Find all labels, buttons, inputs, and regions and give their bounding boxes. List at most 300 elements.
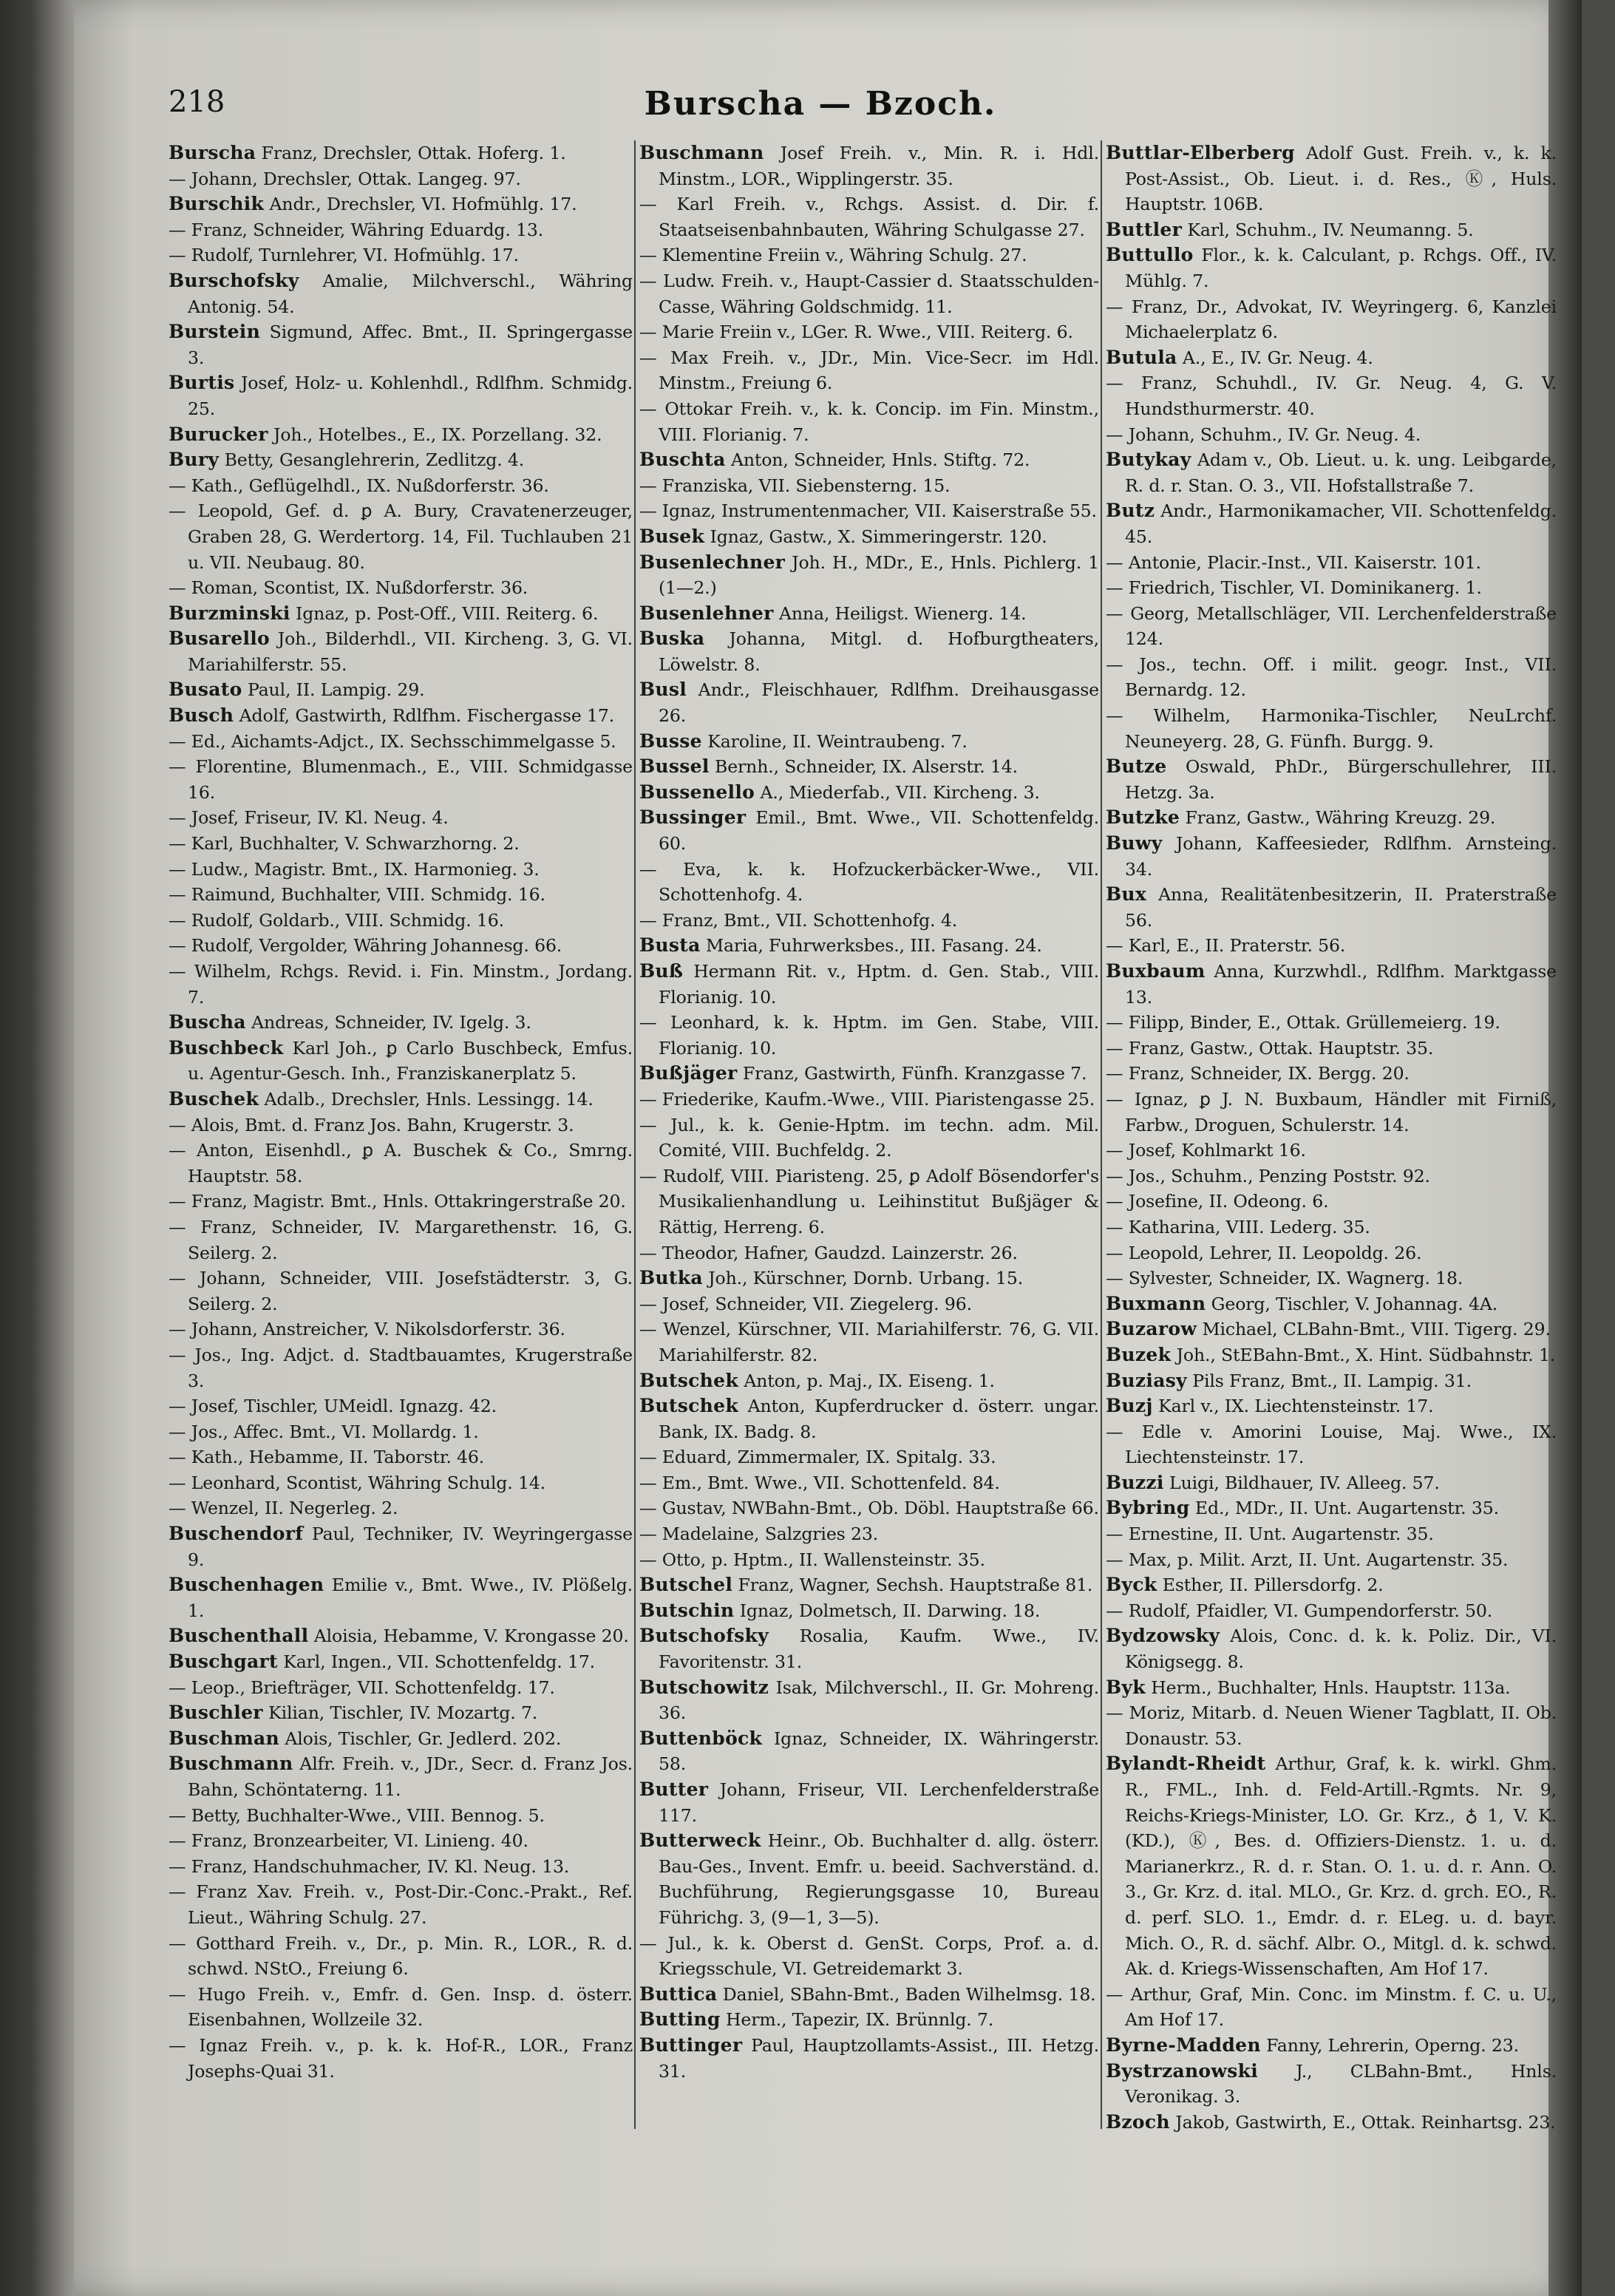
entry-details: Adalb., Drechsler, Hnls. Lessingg. 14. — [259, 1088, 594, 1110]
entry-surname: Buska — [639, 628, 705, 650]
entry-details: Anton, Schneider, Hnls. Stiftg. 72. — [725, 449, 1030, 471]
directory-entry — [1106, 1317, 1557, 1342]
entry-surname: Bussenello — [639, 781, 755, 803]
entry-details: — Madelaine, Salzgries 23. — [639, 1524, 879, 1545]
entry-details: Herm., Buchhalter, Hnls. Hauptstr. 113a. — [1145, 1677, 1511, 1698]
directory-entry — [169, 882, 633, 908]
directory-entry — [639, 1982, 1099, 2008]
directory-entry — [639, 1572, 1099, 1598]
entry-details: — Alois, Bmt. d. Franz Jos. Bahn, Krugerstr. 3. — [169, 1114, 574, 1135]
directory-entry — [1106, 831, 1557, 882]
directory-entry — [169, 703, 633, 729]
directory-entry — [169, 191, 633, 217]
directory-entry — [169, 1342, 633, 1393]
directory-entry — [639, 959, 1099, 1010]
entry-details: Betty, Gesanglehrerin, Zedlitzg. 4. — [219, 449, 525, 471]
directory-entry — [639, 1266, 1099, 1291]
directory-entry — [1106, 2059, 1557, 2110]
directory-entry — [169, 370, 633, 421]
directory-entry — [1106, 1189, 1557, 1215]
entry-details: — Ignaz, Instrumentenmacher, VII. Kaiserstraße 55. — [639, 500, 1097, 522]
entry-surname: Bystrzanowski — [1106, 2059, 1259, 2082]
directory-entry — [639, 242, 1099, 268]
entry-surname: Bußjäger — [639, 1062, 738, 1084]
entry-details: — Klementine Freiin v., Währing Schulg. 27. — [639, 245, 1027, 266]
entry-surname: Butterweck — [639, 1830, 761, 1852]
entry-details: Alois, Conc. d. k. k. Poliz. Dir., VI. Königsegg. 8. — [1125, 1626, 1557, 1673]
entry-details: — Eva, k. k. Hofzuckerbäcker-Wwe., VII. Schottenhofg. 4. — [639, 858, 1099, 906]
entry-details: — Eduard, Zimmermaler, IX. Spitalg. 33. — [639, 1447, 996, 1468]
directory-entry — [169, 1828, 633, 1854]
directory-entry — [169, 1266, 633, 1317]
entry-surname: Burtis — [169, 372, 235, 394]
entry-details: — Leopold, Gef. d. ꝑ A. Bury, Cravatenerzeuger, Graben 28, G. Werdertorg. 14, Fil. Tuchlauben 21 u. VII. Neubaug. 80. — [169, 500, 633, 573]
entry-details: Isak, Milchverschl., II. Gr. Mohreng. 36. — [659, 1677, 1099, 1724]
directory-entry — [169, 1189, 633, 1215]
entry-details: Daniel, SBahn-Bmt., Baden Wilhelmsg. 18. — [717, 1983, 1096, 2005]
entry-surname: Butter — [639, 1779, 709, 1800]
entry-surname: Burucker — [169, 423, 268, 445]
entry-details: Franz, Drechsler, Ottak. Hoferg. 1. — [256, 143, 566, 163]
directory-entry — [1106, 294, 1557, 345]
column-1 — [169, 140, 633, 2136]
directory-entry — [169, 1726, 633, 1752]
entry-details: — Karl, E., II. Praterstr. 56. — [1106, 935, 1346, 957]
entry-details: — Karl Freih. v., Rchgs. Assist. d. Dir. f. Staatseisenbahnbauten, Währing Schulgasse 27. — [639, 194, 1099, 240]
entry-details: A., Miederfab., VII. Kircheng. 3. — [755, 781, 1040, 803]
directory-entry — [639, 345, 1099, 396]
entry-details: Franz, Wagner, Sechsh. Hauptstraße 81. — [732, 1575, 1093, 1596]
directory-entry — [639, 805, 1099, 856]
entry-surname: Butka — [639, 1267, 703, 1289]
directory-entry — [169, 1317, 633, 1342]
directory-entry — [1106, 1598, 1557, 1624]
directory-entry — [1106, 1010, 1557, 1036]
directory-entry — [169, 1572, 633, 1623]
directory-entry — [169, 1495, 633, 1521]
entry-surname: Busenlechner — [639, 551, 786, 573]
entry-details: — Max, p. Milit. Arzt, II. Unt. Augartenstr. 35. — [1106, 1549, 1509, 1570]
entry-surname: Buschendorf — [169, 1523, 304, 1545]
directory-entry — [169, 729, 633, 755]
entry-details: Johann, Kaffeesieder, Rdlfhm. Arnsteing. 34. — [1125, 833, 1557, 880]
entry-details: — Betty, Buchhalter-Wwe., VIII. Bennog. 5. — [169, 1804, 545, 1826]
directory-entry — [639, 601, 1099, 627]
directory-entry — [639, 524, 1099, 550]
directory-entry — [169, 1854, 633, 1880]
entry-surname: Buttullo — [1106, 244, 1194, 266]
directory-entry — [169, 166, 633, 192]
entry-details: — Roman, Scontist, IX. Nußdorferstr. 36. — [169, 577, 528, 599]
entry-details: — Josefine, II. Odeong. 6. — [1106, 1191, 1329, 1212]
directory-entry — [1106, 1291, 1557, 1317]
entry-surname: Busl — [639, 679, 687, 701]
directory-entry — [639, 1444, 1099, 1470]
entry-surname: Buschmann — [639, 142, 764, 163]
directory-entry — [169, 1931, 633, 1982]
directory-entry — [639, 780, 1099, 806]
directory-entry — [639, 396, 1099, 447]
entry-surname: Bydzowsky — [1106, 1625, 1220, 1647]
entry-surname: Busch — [169, 704, 234, 727]
directory-entry — [169, 805, 633, 831]
entry-surname: Busarello — [169, 628, 271, 650]
entry-surname: Buzj — [1106, 1395, 1153, 1417]
directory-entry — [639, 1598, 1099, 1624]
directory-entry — [639, 140, 1099, 191]
entry-details: Herm., Tapezir, IX. Brünnlg. 7. — [720, 2009, 994, 2031]
entry-details: — Max Freih. v., JDr., Min. Vice-Secr. im Hdl. Minstm., Freiung 6. — [639, 347, 1099, 394]
entry-details: — Ernestine, II. Unt. Augartenstr. 35. — [1106, 1524, 1434, 1545]
directory-entry — [1106, 1061, 1557, 1087]
directory-entry — [639, 729, 1099, 755]
entry-details: Karl Joh., ꝑ Carlo Buschbeck, Emfus. u. Agentur-Gesch. Inh., Franziskanerplatz 5. — [188, 1037, 633, 1084]
entry-details: — Arthur, Graf, Min. Conc. im Minstm. f. C. u. U., Am Hof 17. — [1106, 1983, 1557, 2031]
entry-details: Alfr. Freih. v., JDr., Secr. d. Franz Jos. Bahn, Schöntaterng. 11. — [188, 1753, 633, 1800]
directory-entry — [169, 268, 633, 319]
entry-surname: Busta — [639, 934, 701, 957]
entry-details: — Filipp, Binder, E., Ottak. Grüllemeierg. 19. — [1106, 1012, 1500, 1033]
directory-entry — [1106, 2110, 1557, 2136]
entry-details: Josef Freih. v., Min. R. i. Hdl. Minstm., LOR., Wipplingerstr. 35. — [659, 143, 1099, 189]
directory-entry — [1106, 550, 1557, 576]
entry-surname: Buwy — [1106, 832, 1163, 855]
directory-entry — [639, 550, 1099, 601]
directory-entry — [1106, 805, 1557, 831]
directory-entry — [1106, 1342, 1557, 1368]
page-header — [96, 85, 1545, 129]
entry-details: — Wenzel, II. Negerleg. 2. — [169, 1498, 398, 1519]
directory-entry — [169, 1675, 633, 1701]
entry-details: — Franz, Schuhdl., IV. Gr. Neug. 4, G. V. Hundsthurmerstr. 40. — [1106, 373, 1557, 419]
entry-details: — Moriz, Mitarb. d. Neuen Wiener Tagblatt, II. Ob. Donaustr. 53. — [1106, 1702, 1557, 1749]
entry-details: Anna, Heiligst. Wienerg. 14. — [773, 602, 1027, 624]
directory-entry — [639, 908, 1099, 934]
entry-details: — Jos., Ing. Adjct. d. Stadtbauamtes, Krugerstraße 3. — [169, 1344, 633, 1391]
directory-entry — [1106, 1368, 1557, 1394]
entry-details: Karl, Ingen., VII. Schottenfeldg. 17. — [277, 1651, 596, 1673]
entry-details: Adolf Gust. Freih. v., k. k. Post-Assist., Ob. Lieut. i. d. Res., Ⓚ, Huls. Hauptstr. 106B. — [1125, 143, 1557, 215]
entry-details: Arthur, Graf, k. k. wirkl. Ghm. R., FML., Inh. d. Feld-Artill.-Rgmts. Nr. 9, Reichs-Kriegs-Minister, LO. Gr. Krz., ♁ 1, V. K. (KD.), Ⓚ, Bes. d. Offiziers-Dienstz. 1. u. d. Marianerkrz., R. d. r. Stan. O. 1. u. d. r. Ann. O. 3., Gr. Krz. d. ital. MLO., Gr. Krz. d. grch. EO., R. d. perf. SLO. 1., Emdr. d. r. ELeg. u. d. bayr. Mich. O., R. d. sächf. Albr. O., Mitgl. d. k. schwd. Ak. d. Kriegs-Wissenschaften, Am Hof 17. — [1125, 1753, 1557, 1980]
directory-entry — [639, 1828, 1099, 1930]
entry-surname: Burschik — [169, 193, 265, 215]
entry-details: Hermann Rit. v., Hptm. d. Gen. Stab., VIII. Florianig. 10. — [659, 961, 1099, 1008]
directory-entry — [1106, 1419, 1557, 1470]
entry-details: Flor., k. k. Calculant, p. Rchgs. Off., IV. Mühlg. 7. — [1125, 245, 1557, 291]
entry-surname: Buschman — [169, 1727, 280, 1749]
directory-entry — [639, 498, 1099, 524]
entry-details: Amalie, Milchverschl., Währing Antonig. 54. — [188, 270, 633, 317]
directory-entry — [169, 242, 633, 268]
directory-entry — [639, 2007, 1099, 2033]
entry-details: — Hugo Freih. v., Emfr. d. Gen. Insp. d. österr. Eisenbahnen, Wollzeile 32. — [169, 1983, 633, 2031]
entry-details: Alois, Tischler, Gr. Jedlerd. 202. — [279, 1728, 562, 1749]
entry-details: Andr., Fleischhauer, Rdlfhm. Dreihausgasse 26. — [659, 679, 1099, 727]
directory-entry — [1106, 703, 1557, 754]
directory-entry — [639, 1777, 1099, 1828]
entry-surname: Buzarow — [1106, 1318, 1197, 1340]
entry-details: — Theodor, Hafner, Gaudzd. Lainzerstr. 26. — [639, 1242, 1018, 1263]
entry-details: Maria, Fuhrwerksbes., III. Fasang. 24. — [700, 935, 1042, 957]
directory-entry — [169, 422, 633, 448]
entry-surname: Buttenböck — [639, 1727, 763, 1749]
entry-surname: Busek — [639, 525, 705, 547]
entry-details: — Leopold, Lehrer, II. Leopoldg. 26. — [1106, 1242, 1422, 1263]
entry-details: — Ignaz Freih. v., p. k. k. Hof-R., LOR., Franz Josephs-Quai 31. — [169, 2034, 633, 2082]
directory-entry — [1106, 1751, 1557, 1981]
entry-details: — Sylvester, Schneider, IX. Wagnerg. 18. — [1106, 1268, 1463, 1289]
running-head: Burscha — Bzoch. — [644, 85, 997, 123]
entry-details: Georg, Tischler, V. Johannag. 4A. — [1206, 1293, 1498, 1314]
entry-details: — Johann, Schneider, VIII. Josefstädterstr. 3, G. Seilerg. 2. — [169, 1268, 633, 1314]
entry-surname: Buschenthall — [169, 1625, 309, 1647]
directory-entry — [169, 908, 633, 934]
entry-surname: Bybring — [1106, 1497, 1190, 1519]
entry-details: Kilian, Tischler, IV. Mozartg. 7. — [262, 1702, 538, 1724]
entry-surname: Butze — [1106, 755, 1167, 778]
directory-entry — [169, 933, 633, 959]
directory-entry — [639, 857, 1099, 908]
directory-entry — [639, 1726, 1099, 1777]
directory-entry — [1106, 422, 1557, 448]
directory-entry — [169, 1700, 633, 1726]
entry-surname: Bux — [1106, 883, 1147, 906]
directory-entry — [639, 1368, 1099, 1394]
column-divider — [1101, 140, 1102, 2129]
entry-surname: Butschin — [639, 1599, 735, 1621]
entry-surname: Butschel — [639, 1574, 733, 1596]
directory-entry — [169, 575, 633, 601]
entry-surname: Butzke — [1106, 806, 1180, 829]
column-3 — [1106, 140, 1557, 2136]
entry-details: — Jul., k. k. Oberst d. GenSt. Corps, Prof. a. d. Kriegsschule, VI. Getreidemarkt 3. — [639, 1932, 1099, 1980]
entry-details: — Karl, Buchhalter, V. Schwarzhorng. 2. — [169, 833, 520, 855]
directory-entry — [639, 1164, 1099, 1240]
entry-details: Paul, Techniker, IV. Weyringergasse 9. — [188, 1524, 633, 1570]
entry-details: — Rudolf, Pfaidler, VI. Gumpendorferstr. 50. — [1106, 1600, 1493, 1621]
entry-surname: Buscha — [169, 1011, 246, 1033]
entry-details: Ignaz, Schneider, IX. Währingerstr. 58. — [659, 1728, 1099, 1775]
directory-entry — [169, 677, 633, 703]
directory-entry — [1106, 754, 1557, 805]
entry-surname: Burscha — [169, 142, 256, 163]
directory-entry — [639, 1113, 1099, 1164]
directory-entry — [169, 1419, 633, 1445]
entry-details: Jakob, Gastwirth, E., Ottak. Reinhartsg. 23. — [1169, 2111, 1556, 2133]
entry-details: — Franz Xav. Freih. v., Post-Dir.-Conc.-Prakt., Ref. Lieut., Währing Schulg. 27. — [169, 1881, 633, 1928]
directory-entry — [639, 447, 1099, 473]
directory-entry — [1106, 1675, 1557, 1701]
entry-details: — Wenzel, Kürschner, VII. Mariahilferstr. 76, G. VII. Mariahilferstr. 82. — [639, 1319, 1099, 1365]
directory-entry — [1106, 575, 1557, 601]
entry-details: — Jos., Affec. Bmt., VI. Mollardg. 1. — [169, 1421, 479, 1442]
directory-entry — [639, 473, 1099, 499]
entry-surname: Butykay — [1106, 449, 1191, 471]
column-divider — [634, 140, 636, 2129]
entry-details: Pils Franz, Bmt., II. Lampig. 31. — [1186, 1370, 1472, 1391]
directory-entry — [169, 1138, 633, 1189]
entry-details: Heinr., Ob. Buchhalter d. allg. österr. Bau-Ges., Invent. Emfr. u. beeid. Sachverständ. d. Buchführung, Regierungsgasse 10, Bureau Führichg. 3, (9—1, 3—5). — [659, 1830, 1099, 1928]
entry-details: Josef, Holz- u. Kohlenhdl., Rdlfhm. Schmidg. 25. — [188, 373, 633, 419]
directory-entry — [639, 1547, 1099, 1573]
entry-surname: Butschofsky — [639, 1625, 769, 1647]
entry-details: — Franz, Schneider, Währing Eduardg. 13. — [169, 219, 544, 240]
entry-surname: Busenlehner — [639, 602, 774, 624]
entry-surname: Buttler — [1106, 218, 1183, 240]
directory-entry — [1106, 1521, 1557, 1547]
directory-entry — [1106, 1164, 1557, 1189]
entry-details: — Gustav, NWBahn-Bmt., Ob. Döbl. Hauptstraße 66. — [639, 1498, 1099, 1519]
directory-entry — [1106, 1547, 1557, 1573]
entry-surname: Bylandt-Rheidt — [1106, 1753, 1266, 1775]
entry-surname: Buschler — [169, 1702, 263, 1724]
entry-details: — Franz, Gastw., Ottak. Hauptstr. 35. — [1106, 1037, 1434, 1059]
directory-entry — [169, 498, 633, 575]
directory-entry — [169, 1470, 633, 1496]
entry-details: Ignaz, p. Post-Off., VIII. Reiterg. 6. — [290, 602, 599, 624]
directory-entry — [639, 933, 1099, 959]
entry-surname: Buß — [639, 960, 684, 982]
entry-surname: Butz — [1106, 500, 1155, 522]
entry-details: Johann, Friseur, VII. Lerchenfelderstraße 117. — [659, 1779, 1099, 1826]
directory-entry — [1106, 1393, 1557, 1419]
entry-details: — Kath., Hebamme, II. Taborstr. 46. — [169, 1447, 485, 1468]
entry-details: A., E., IV. Gr. Neug. 4. — [1177, 347, 1373, 368]
entry-details: — Jul., k. k. Genie-Hptm. im techn. adm. Mil. Comité, VIII. Buchfeldg. 2. — [639, 1114, 1099, 1161]
entry-details: Paul, II. Lampig. 29. — [242, 679, 425, 701]
entry-surname: Buschbeck — [169, 1036, 284, 1059]
directory-entry — [169, 831, 633, 857]
entry-details: — Wilhelm, Harmonika-Tischler, NeuLrchf. Neuneyerg. 28, G. Fünfh. Burgg. 9. — [1106, 705, 1557, 752]
entry-details: — Edle v. Amorini Louise, Maj. Wwe., IX. Liechtensteinstr. 17. — [1106, 1421, 1557, 1468]
entry-details: — Rudolf, Vergolder, Währing Johannesg. 66. — [169, 935, 562, 957]
entry-details: Rosalia, Kaufm. Wwe., IV. Favoritenstr. 31. — [659, 1626, 1099, 1673]
directory-entry — [169, 959, 633, 1010]
entry-surname: Burstein — [169, 321, 261, 343]
directory-entry — [169, 1113, 633, 1138]
directory-entry — [1106, 1470, 1557, 1496]
directory-entry — [639, 1495, 1099, 1521]
entry-details: Anna, Realitätenbesitzerin, II. Praterstraße 56. — [1125, 884, 1557, 931]
directory-entry — [639, 1675, 1099, 1726]
entry-surname: Buxbaum — [1106, 960, 1206, 982]
directory-entry — [639, 1010, 1099, 1061]
directory-entry — [1106, 242, 1557, 293]
directory-entry — [169, 1215, 633, 1266]
directory-entry — [639, 2033, 1099, 2084]
entry-surname: Busato — [169, 679, 242, 701]
entry-details: Luigi, Bildhauer, IV. Alleeg. 57. — [1163, 1472, 1440, 1493]
directory-entry — [639, 1393, 1099, 1444]
directory-entry — [169, 1803, 633, 1829]
directory-entry — [1106, 1240, 1557, 1266]
entry-details: Karl, Schuhm., IV. Neumanng. 5. — [1182, 219, 1474, 240]
entry-surname: Butschek — [639, 1369, 738, 1391]
directory-entry — [1106, 933, 1557, 959]
entry-details: — Ludw. Freih. v., Haupt-Cassier d. Staatsschulden-Casse, Währing Goldschmidg. 11. — [639, 270, 1099, 317]
entry-details: Andr., Drechsler, VI. Hofmühlg. 17. — [264, 194, 577, 215]
directory-entry — [639, 1623, 1099, 1674]
directory-entry — [1106, 447, 1557, 498]
entry-details: — Franz, Bronzearbeiter, VI. Linieng. 40. — [169, 1830, 528, 1852]
entry-details: — Kath., Geflügelhdl., IX. Nußdorferstr. 36. — [169, 475, 549, 496]
entry-details: — Antonie, Placir.-Inst., VII. Kaiserstr. 101. — [1106, 551, 1481, 573]
directory-entry — [639, 677, 1099, 728]
entry-details: — Franz, Magistr. Bmt., Hnls. Ottakringerstraße 20. — [169, 1191, 626, 1212]
directory-entry — [169, 626, 633, 677]
entry-details: — Jos., Schuhm., Penzing Poststr. 92. — [1106, 1165, 1430, 1186]
directory-entry — [639, 1470, 1099, 1496]
entry-details: — Josef, Tischler, UMeidl. Ignazg. 42. — [169, 1396, 497, 1417]
entry-details: Adolf, Gastwirth, Rdlfhm. Fischergasse 17. — [234, 705, 615, 727]
directory-entry — [1106, 1495, 1557, 1521]
directory-entry — [169, 1036, 633, 1087]
entry-details: — Marie Freiin v., LGer. R. Wwe., VIII. Reiterg. 6. — [639, 322, 1073, 343]
entry-details: — Em., Bmt. Wwe., VII. Schottenfeld. 84. — [639, 1472, 1000, 1493]
entry-details: — Ed., Aichamts-Adjct., IX. Sechsschimmelgasse 5. — [169, 730, 616, 752]
entry-details: — Gotthard Freih. v., Dr., p. Min. R., LOR., R. d. schwd. NStO., Freiung 6. — [169, 1932, 633, 1980]
directory-entry — [639, 1931, 1099, 1982]
entry-details: Emilie v., Bmt. Wwe., IV. Plößelg. 1. — [188, 1575, 633, 1621]
entry-details: — Ignaz, ꝑ J. N. Buxbaum, Händler mit Firniß, Farbw., Droguen, Schulerstr. 14. — [1106, 1088, 1557, 1135]
entry-details: Oswald, PhDr., Bürgerschullehrer, III. Hetzg. 3a. — [1125, 756, 1557, 803]
entry-surname: Bussinger — [639, 806, 747, 829]
entry-details: — Ludw., Magistr. Bmt., IX. Harmonieg. 3. — [169, 858, 540, 880]
entry-details: J., CLBahn-Bmt., Hnls. Veronikag. 3. — [1125, 2060, 1557, 2108]
entry-details: Franz, Gastwirth, Fünfh. Kranzgasse 7. — [737, 1063, 1087, 1084]
directory-entry — [639, 1317, 1099, 1368]
directory-entry — [1106, 1036, 1557, 1062]
entry-details: Karoline, II. Weintraubeng. 7. — [701, 730, 968, 752]
column-2 — [639, 140, 1099, 2136]
directory-entry — [1106, 2033, 1557, 2059]
directory-entry — [169, 1521, 633, 1572]
entry-details: Joh., Bilderhdl., VII. Kircheng. 3, G. VI. Mariahilferstr. 55. — [188, 628, 633, 675]
entry-details: Ignaz, Dolmetsch, II. Darwing. 18. — [734, 1600, 1041, 1621]
directory-entry — [639, 1240, 1099, 1266]
directory-entry — [169, 140, 633, 166]
entry-surname: Buttinger — [639, 2034, 743, 2056]
entry-details: Bernh., Schneider, IX. Alserstr. 14. — [709, 756, 1018, 778]
directory-entry — [169, 857, 633, 883]
entry-details: Andr., Harmonikamacher, VII. Schottenfeldg. 45. — [1125, 500, 1557, 547]
entry-details: Anton, p. Maj., IX. Eiseng. 1. — [738, 1370, 995, 1391]
entry-details: Emil., Bmt. Wwe., VII. Schottenfeldg. 60. — [659, 807, 1099, 855]
directory-entry — [1106, 1087, 1557, 1138]
entry-surname: Buzzi — [1106, 1471, 1164, 1493]
directory-entry — [1106, 1138, 1557, 1164]
entry-surname: Bussel — [639, 755, 710, 778]
entry-surname: Buschenhagen — [169, 1574, 324, 1596]
entry-surname: Burzminski — [169, 602, 290, 624]
entry-details: — Franz, Schneider, IV. Margarethenstr. 16, G. Seilerg. 2. — [169, 1216, 633, 1263]
entry-details: — Leonhard, k. k. Hptm. im Gen. Stabe, VIII. Florianig. 10. — [639, 1012, 1099, 1059]
directory-entry — [1106, 140, 1557, 217]
entry-surname: Burschofsky — [169, 269, 299, 291]
entry-details: Joh., Hotelbes., E., IX. Porzellang. 32. — [268, 424, 602, 445]
directory-columns — [169, 140, 1557, 2136]
entry-details: Anna, Kurzwhdl., Rdlfhm. Marktgasse 13. — [1125, 961, 1557, 1008]
entry-surname: Butschowitz — [639, 1676, 769, 1698]
entry-details: Joh. H., MDr., E., Hnls. Pichlerg. 1 (1—2.) — [659, 551, 1099, 599]
directory-entry — [1106, 882, 1557, 933]
directory-entry — [169, 447, 633, 473]
entry-details: — Rudolf, Turnlehrer, VI. Hofmühlg. 17. — [169, 245, 519, 266]
directory-entry — [169, 1393, 633, 1419]
entry-surname: Buxmann — [1106, 1292, 1206, 1314]
entry-surname: Butula — [1106, 346, 1177, 368]
entry-details: Anton, Kupferdrucker d. österr. ungar. Bank, IX. Badg. 8. — [659, 1396, 1099, 1442]
